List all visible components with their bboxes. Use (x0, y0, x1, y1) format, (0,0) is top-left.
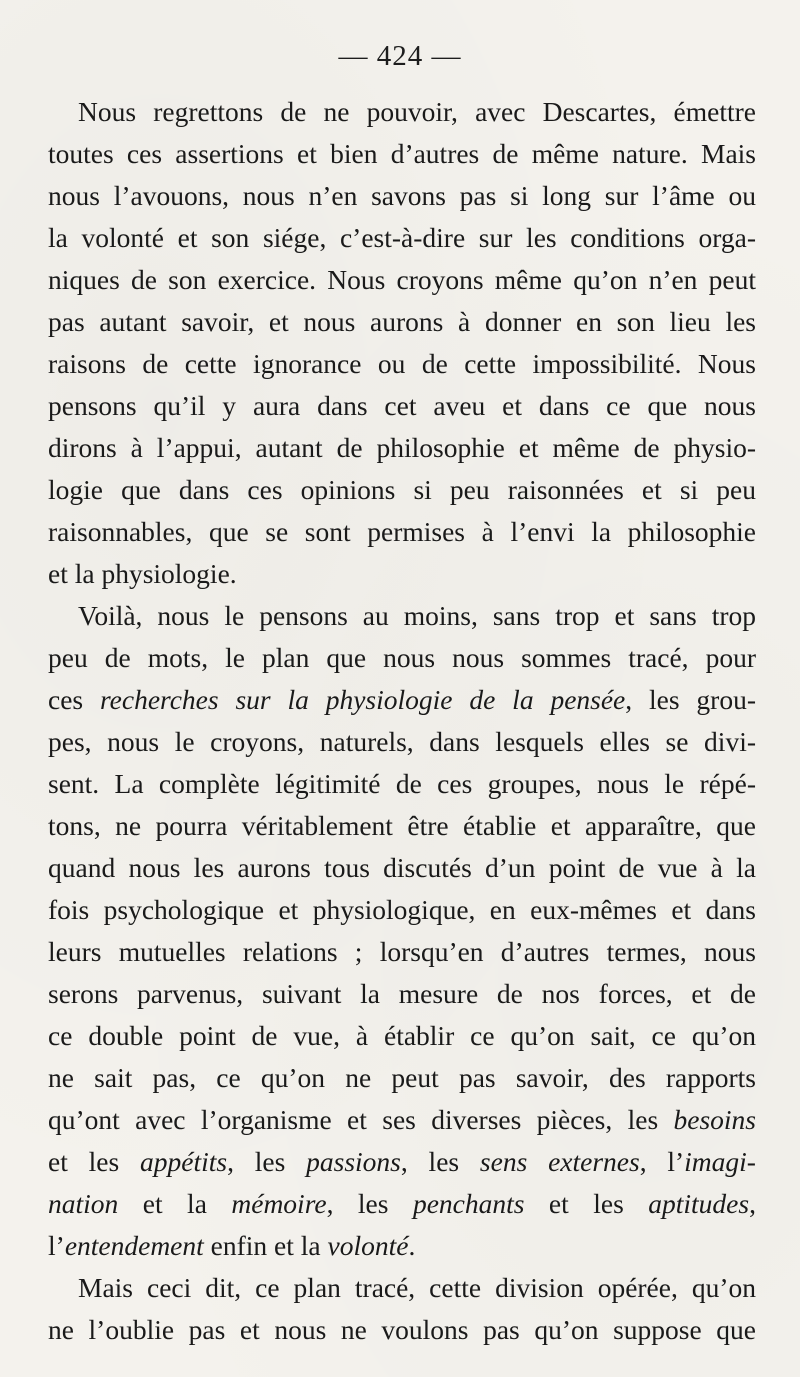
text-line: ce double point de vue, à établir ce qu’on sait, ce qu’on (48, 1020, 756, 1051)
text-line: leurs mutuelles relations ; lorsqu’en d’autres termes, nous (48, 936, 756, 967)
text-line: Nous regrettons de ne pouvoir, avec Descartes, émettre (78, 96, 756, 127)
text-line-rich: nation et la mémoire, les penchants et les aptitudes, (48, 1188, 756, 1219)
text-line: raisonnables, que se sont permises à l’envi la philosophie (48, 516, 756, 547)
italic-term: appétits (140, 1146, 228, 1177)
italic-term: besoins (673, 1104, 756, 1135)
text-line: dirons à l’appui, autant de philosophie et même de physio- (48, 432, 756, 463)
text-line: la volonté et son siége, c’est-à-dire sur les conditions orga- (48, 222, 756, 253)
italic-term: volonté (327, 1230, 409, 1261)
italic-term: imagi- (684, 1146, 756, 1177)
text-line: logie que dans ces opinions si peu raisonnées et si peu (48, 474, 756, 505)
text-line-rich: ces recherches sur la physiologie de la pensée, les grou- (48, 684, 756, 715)
italic-term: passions (306, 1146, 401, 1177)
text-line: ne l’oublie pas et nous ne voulons pas qu’on suppose que (48, 1314, 756, 1345)
italic-term: recherches sur la physiologie de la pensée (99, 684, 626, 715)
paragraph-1 (48, 91, 756, 595)
text-line: toutes ces assertions et bien d’autres de même nature. Mais (48, 138, 756, 169)
text-line-rich: qu’ont avec l’organisme et ses diverses pièces, les besoins (48, 1104, 756, 1135)
text-line: serons parvenus, suivant la mesure de nos forces, et de (48, 978, 756, 1009)
paragraph-2 (48, 595, 756, 1267)
italic-term: mémoire (231, 1188, 327, 1219)
text-line: sent. La complète légitimité de ces groupes, nous le répé- (48, 768, 756, 799)
text-line: nous l’avouons, nous n’en savons pas si long sur l’âme ou (48, 180, 756, 211)
paragraph-3 (48, 1267, 756, 1351)
text-line-rich: l’entendement enfin et la volonté. (48, 1230, 416, 1261)
text-line: fois psychologique et physiologique, en eux-mêmes et dans (48, 894, 756, 925)
text-line: pensons qu’il y aura dans cet aveu et dans ce que nous (48, 390, 756, 421)
text-line: ne sait pas, ce qu’on ne peut pas savoir, des rapports (48, 1062, 756, 1093)
text-line: quand nous les aurons tous discutés d’un point de vue à la (48, 852, 756, 883)
body-text (48, 91, 756, 1351)
italic-term: nation (48, 1188, 119, 1219)
italic-term: penchants (412, 1188, 525, 1219)
text-line: raisons de cette ignorance ou de cette impossibilité. Nous (48, 348, 756, 379)
text-line: pes, nous le croyons, naturels, dans lesquels elles se divi- (48, 726, 756, 757)
text-line: Mais ceci dit, ce plan tracé, cette division opérée, qu’on (78, 1272, 756, 1303)
text-line: et la physiologie. (48, 558, 237, 589)
text-line: niques de son exercice. Nous croyons même qu’on n’en peut (48, 264, 756, 295)
page-number: — 424 — (338, 40, 462, 72)
italic-term: entendement (64, 1230, 204, 1261)
italic-term: sens externes (479, 1146, 640, 1177)
italic-term: aptitudes (648, 1188, 750, 1219)
text-line: tons, ne pourra véritablement être établie et apparaître, que (48, 810, 756, 841)
text-line-rich: et les appétits, les passions, les sens externes, l’imagi- (48, 1146, 756, 1177)
text-line: Voilà, nous le pensons au moins, sans trop et sans trop (78, 600, 756, 631)
text-line: peu de mots, le plan que nous nous sommes tracé, pour (48, 642, 756, 673)
text-line: pas autant savoir, et nous aurons à donner en son lieu les (48, 306, 756, 337)
